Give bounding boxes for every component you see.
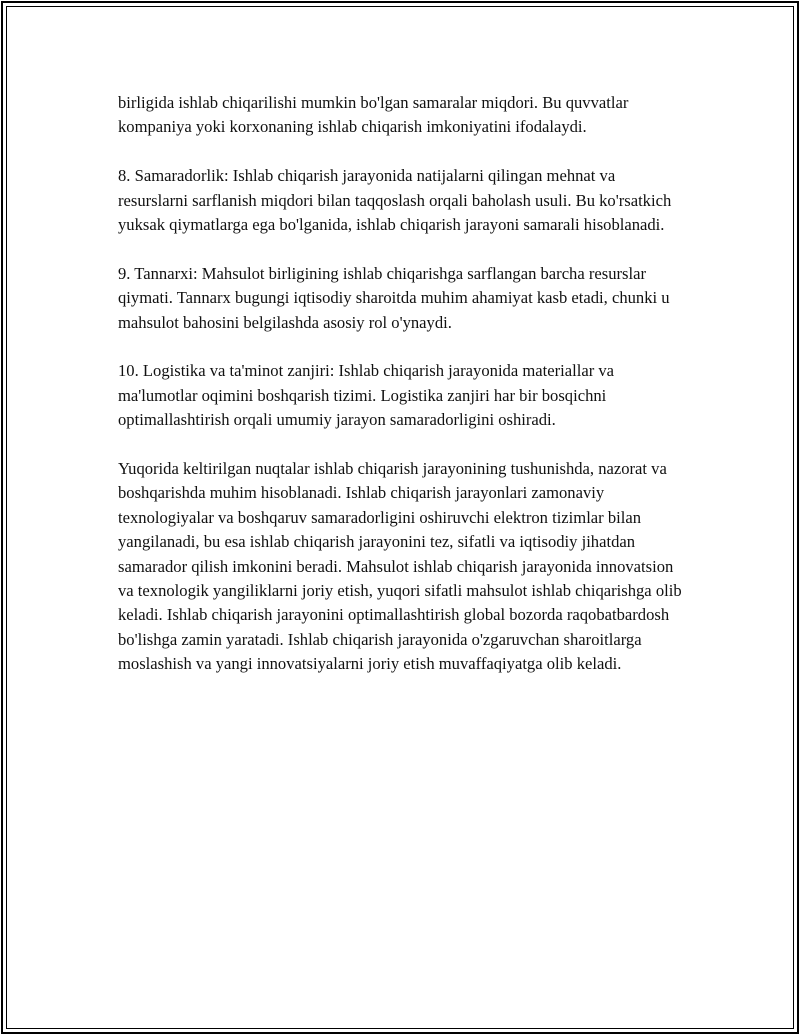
paragraph-capacity-continuation: birligida ishlab chiqarilishi mumkin bo'lgan samaralar miqdori. Bu quvvatlar kompaniya yoki korxonaning ishlab chiqarish imkoniyatini ifodalaydi. — [118, 93, 629, 137]
paragraph-logistics: 10. Logistika va ta'minot zanjiri: Ishlab chiqarish jarayonida materiallar va ma'lumotlar oqimini boshqarish tizimi. Logistika zanjiri har bir bosqichni optimallashtirish orqali umumiy jarayon samaradorligini oshiradi. — [118, 361, 615, 430]
paragraph-cost-price: 9. Tannarxi: Mahsulot birligining ishlab chiqarishga sarflangan barcha resurslar qiymati. Tannarx bugungi iqtisodiy sharoitda muhim ahamiyat kasb etadi, chunki u mahsulot bahosini belgilashda asosiy rol o'ynaydi. — [118, 263, 670, 332]
document-body — [118, 91, 688, 701]
paragraph-efficiency: 8. Samaradorlik: Ishlab chiqarish jarayonida natijalarni qilingan mehnat va resurslarni sarflanish miqdori bilan taqqoslash orqali baholash usuli. Bu ko'rsatkich yuksak qiymatlarga ega bo'lganida, ishlab chiqarish jarayoni samarali hisoblanadi. — [118, 166, 672, 235]
paragraph-conclusion: Yuqorida keltirilgan nuqtalar ishlab chiqarish jarayonining tushunishda, nazorat va boshqarishda muhim hisoblanadi. Ishlab chiqarish jarayonlari zamonaviy texnologiyalar va boshqaruv samaradorligini oshiruvchi elektron tizimlar bilan yangilanadi, bu esa ishlab chiqarish jarayonini tez, sifatli va iqtisodiy jihatdan samarador qilish imkonini beradi. Mahsulot ishlab chiqarish jarayonida innovatsion va texnologik yangiliklarni joriy etish, yuqori sifatli mahsulot ishlab chiqarishga olib keladi. Ishlab chiqarish jarayonini optimallashtirish global bozorda raqobatbardosh bo'lishga zamin yaratadi. Ishlab chiqarish jarayonida o'zgaruvchan sharoitlarga moslashish va yangi innovatsiyalarni joriy etish muvaffaqiyatga olib keladi. — [118, 459, 682, 674]
